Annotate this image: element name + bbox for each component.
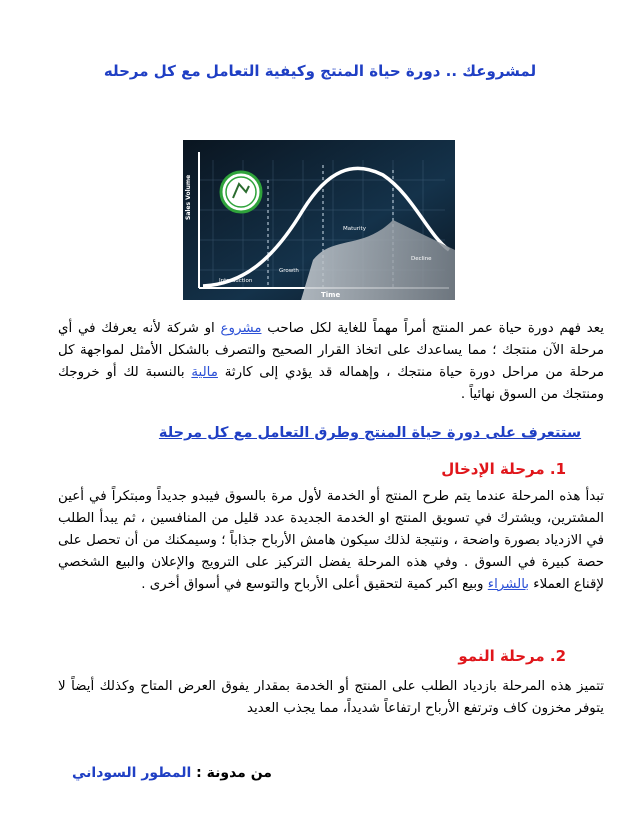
- blog-name: المطور السوداني: [72, 765, 192, 781]
- section1-text-1: تبدأ هذه المرحلة عندما يتم طرح المنتج أو الخدمة لأول مرة بالسوق فيبدو جديداً ومبتكراً في أعين المشترين، ويشترك في تسويق المنتج او الخدمة الجديدة عدد قليل من المنافسين ، ثم يبدأ الطلب في الازدياد بصورة واضحة ، ونتيجة لذلك سيكون هامش الأرباح جذاباً ؛ وسيمكنك من أن تحصل على حصة كبيرة في السوق . وفي هذه المرحلة يفضل التركيز على الترويج والإعلان والبيع الشخصي لإقناع العملاء: [58, 489, 604, 592]
- product-lifecycle-figure: [183, 140, 455, 300]
- finance-link[interactable]: مالية: [191, 365, 218, 380]
- project-link[interactable]: مشروع: [220, 321, 262, 336]
- section1-text-2: وبيع اكبر كمية لتحقيق أعلى الأرباح والتوسع في أسواق أخرى .: [141, 577, 488, 592]
- stage-growth-label: Growth: [279, 268, 299, 274]
- intro-text-3: بالنسبة لك أو خروجك ومنتجك من السوق نهائياً .: [58, 365, 604, 402]
- section2-paragraph: تتميز هذه المرحلة بازدياد الطلب على المنتج أو الخدمة بمقدار يفوق العرض المتاح وكذلك أيضاً لا يتوفر مخزون كاف وترتفع الأرباح ارتفاعاً شديداً، مما يجذب العديد: [58, 679, 604, 716]
- footer-prefix: من مدونة :: [196, 765, 272, 781]
- stage-introduction-label: Introduction: [219, 278, 253, 284]
- stage-decline-label: Decline: [411, 256, 432, 262]
- intro-text-1: يعد فهم دورة حياة عمر المنتج أمراً مهماً للغاية لكل صاحب: [261, 321, 604, 336]
- intro-paragraph: [58, 318, 604, 406]
- y-axis-label: Sales Volume: [185, 174, 192, 220]
- page-title: لمشروعك .. دورة حياة المنتج وكيفية التعامل مع كل مرحله: [103, 62, 537, 80]
- x-axis-label: Time: [321, 291, 341, 299]
- stage-maturity-label: Maturity: [343, 226, 366, 232]
- section2-heading: 2. مرحلة النمو: [458, 647, 566, 665]
- purchase-link[interactable]: بالشراء: [487, 577, 530, 592]
- section1-heading: 1. مرحلة الإدخال: [441, 460, 566, 478]
- section1-paragraph: [58, 486, 604, 596]
- footer-credit: [72, 765, 272, 781]
- section-subheading: ستتعرف على دورة حياة المنتج وطرق التعامل مع كل مرحلة: [158, 425, 582, 441]
- lifecycle-chart-image: [183, 140, 455, 300]
- intro-text-2: او شركة لأنه يعرفك في أي مرحلة الآن منتجك ؛ مما يساعدك على اتخاذ القرار الصحيح والتصرف بالشكل الأمثل لمواجهة كل مرحلة من مراحل دورة حياة منتجك ، وإهماله قد يؤدي إلى كارثة: [58, 321, 604, 380]
